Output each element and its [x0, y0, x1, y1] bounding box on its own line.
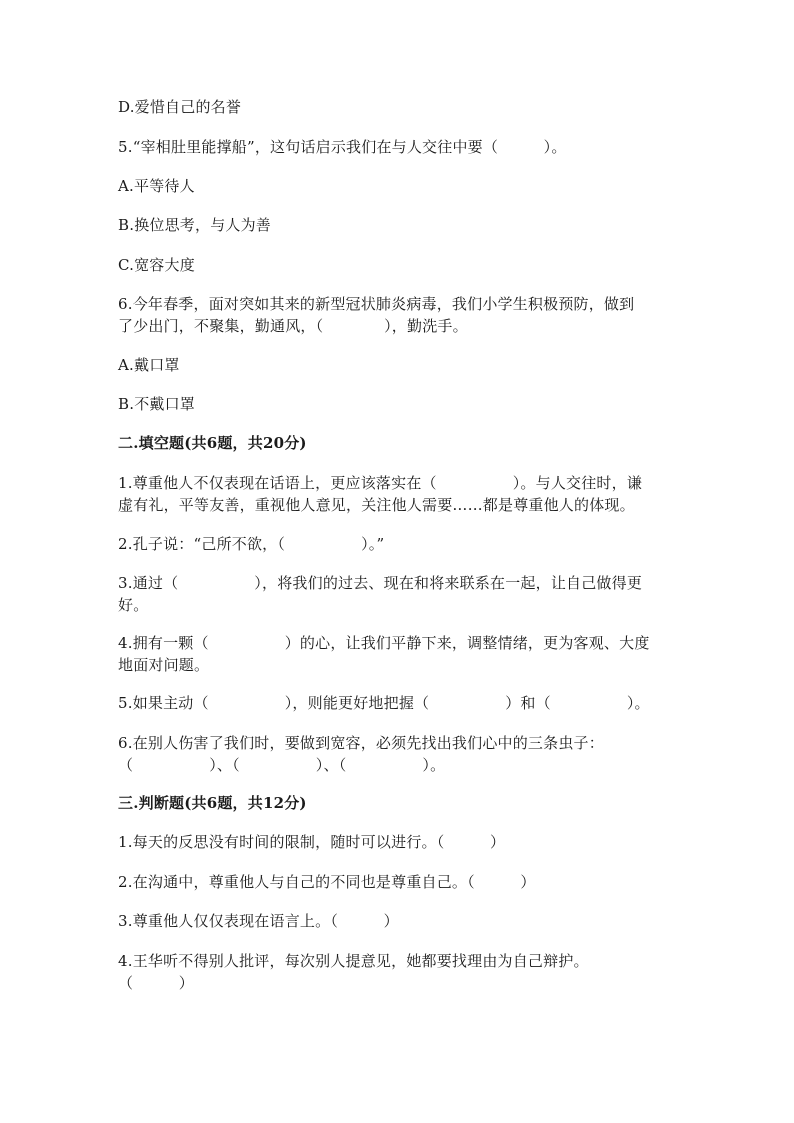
fill-question-3-line-2: 好。 — [118, 596, 149, 614]
question-6-line-1: 6.今年春季，面对突如其来的新型冠状肺炎病毒，我们小学生积极预防，做到 — [118, 295, 635, 313]
section-heading-true-false: 三.判断题(共6题，共12分) — [118, 794, 307, 812]
fill-question-6-line-1: 6.在别人伤害了我们时，要做到宽容，必须先找出我们心中的三条虫子： — [118, 734, 604, 752]
judge-question-4-line-2: （ ） — [118, 974, 195, 992]
fill-question-1-line-1: 1.尊重他人不仅表现在话语上，更应该落实在（ ）。与人交往时，谦 — [118, 474, 643, 492]
option-c-q5: C.宽容大度 — [118, 256, 195, 274]
fill-question-4-line-2: 地面对问题。 — [118, 656, 210, 674]
option-d-q4: D.爱惜自己的名誉 — [118, 98, 242, 116]
judge-question-4-line-1: 4.王华听不得别人批评，每次别人提意见，她都要找理由为自己辩护。 — [118, 952, 589, 970]
fill-question-4-line-1: 4.拥有一颗（ ）的心，让我们平静下来，调整情绪，更为客观、大度 — [118, 634, 650, 652]
question-6-line-2: 了少出门，不聚集，勤通风，（ ），勤洗手。 — [118, 317, 468, 335]
option-a-q5: A.平等待人 — [118, 177, 195, 195]
option-a-q6: A.戴口罩 — [118, 356, 180, 374]
judge-question-3: 3.尊重他人仅仅表现在语言上。（ ） — [118, 912, 399, 930]
judge-question-1: 1.每天的反思没有时间的限制，随时可以进行。（ ） — [118, 833, 506, 851]
fill-question-2: 2.孔子说：“己所不欲，（ ）。” — [118, 535, 385, 553]
fill-question-6-line-2: （ ）、（ ）、（ ）。 — [118, 756, 446, 774]
fill-question-1-line-2: 虚有礼，平等友善，重视他人意见，关注他人需要……都是尊重他人的体现。 — [118, 496, 635, 514]
option-b-q6: B.不戴口罩 — [118, 395, 195, 413]
question-5: 5.“宰相肚里能撑船”，这句话启示我们在与人交往中要（ ）。 — [118, 138, 567, 156]
fill-question-5: 5.如果主动（ ），则能更好地把握（ ）和（ ）。 — [118, 694, 650, 712]
section-heading-fill-blank: 二.填空题(共6题，共20分) — [118, 434, 307, 452]
judge-question-2: 2.在沟通中，尊重他人与自己的不同也是尊重自己。（ ） — [118, 873, 536, 891]
fill-question-3-line-1: 3.通过（ ），将我们的过去、现在和将来联系在一起，让自己做得更 — [118, 574, 643, 592]
option-b-q5: B.换位思考，与人为善 — [118, 216, 271, 234]
